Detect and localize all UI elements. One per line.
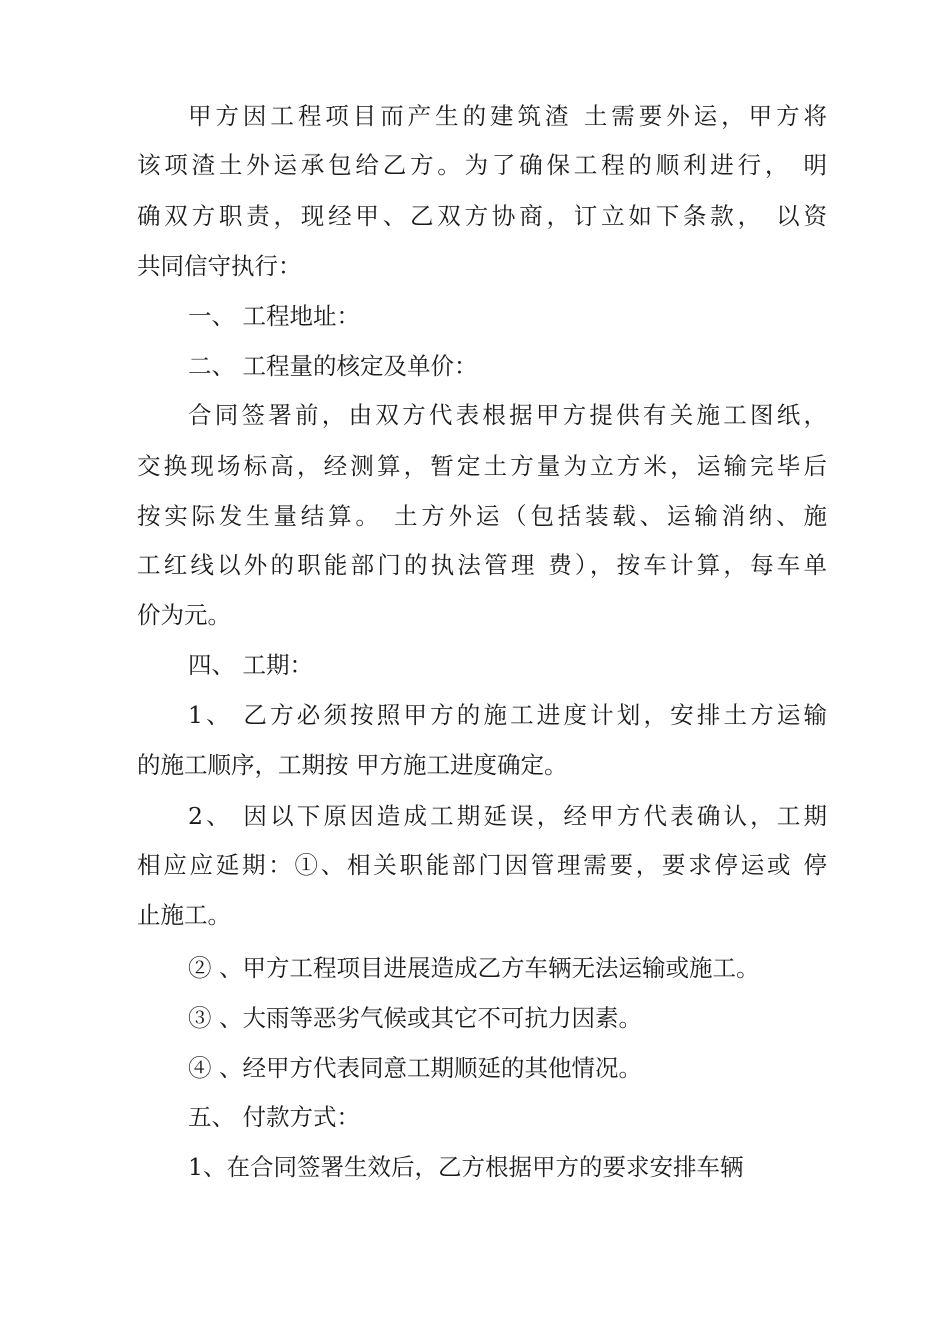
paragraph-line: 1、 乙方必须按照甲方的施工进度计划，安排土方运输	[188, 701, 827, 729]
paragraph-line: 2、 因以下原因造成工期延误，经甲方代表确认，工期	[188, 802, 827, 830]
paragraph-line: 合同签署前，由双方代表根据甲方提供有关施工图纸，	[188, 401, 827, 429]
paragraph-line: 共同信守执行：	[137, 252, 302, 280]
paragraph-line: 按实际发生量结算。 土方外运（包括装载、运输消纳、施	[137, 502, 827, 530]
paragraph-line: 价为元。	[137, 601, 231, 629]
paragraph-line: 1、在合同签署生效后，乙方根据甲方的要求安排车辆	[188, 1153, 744, 1181]
paragraph-line: 该项渣土外运承包给乙方。为了确保工程的顺利进行， 明	[137, 151, 827, 179]
paragraph-line: 相应应延期：①、相关职能部门因管理需要，要求停运或 停	[137, 851, 827, 879]
paragraph-line: 交换现场标高，经测算，暂定土方量为立方米，运输完毕后	[137, 452, 827, 480]
section-heading: 一、 工程地址：	[188, 302, 360, 330]
paragraph-line: 确双方职责，现经甲、乙双方协商，订立如下条款， 以资	[137, 202, 827, 230]
paragraph-line: 止施工。	[137, 901, 231, 929]
section-heading: 五、 付款方式：	[188, 1103, 360, 1131]
paragraph-line: 的施工顺序，工期按 甲方施工进度确定。	[137, 751, 568, 779]
section-heading: 四、 工期：	[188, 651, 313, 679]
list-item: ③ 、大雨等恶劣气候或其它不可抗力因素。	[188, 1004, 642, 1032]
list-item: ④ 、经甲方代表同意工期顺延的其他情况。	[188, 1054, 642, 1082]
section-heading: 二、 工程量的核定及单价：	[188, 352, 478, 380]
paragraph-line: 工红线以外的职能部门的执法管理 费），按车计算，每车单	[137, 551, 827, 579]
list-item: ② 、甲方工程项目进展造成乙方车辆无法运输或施工。	[188, 954, 760, 982]
paragraph-line: 甲方因工程项目而产生的建筑渣 土需要外运，甲方将	[188, 102, 827, 130]
